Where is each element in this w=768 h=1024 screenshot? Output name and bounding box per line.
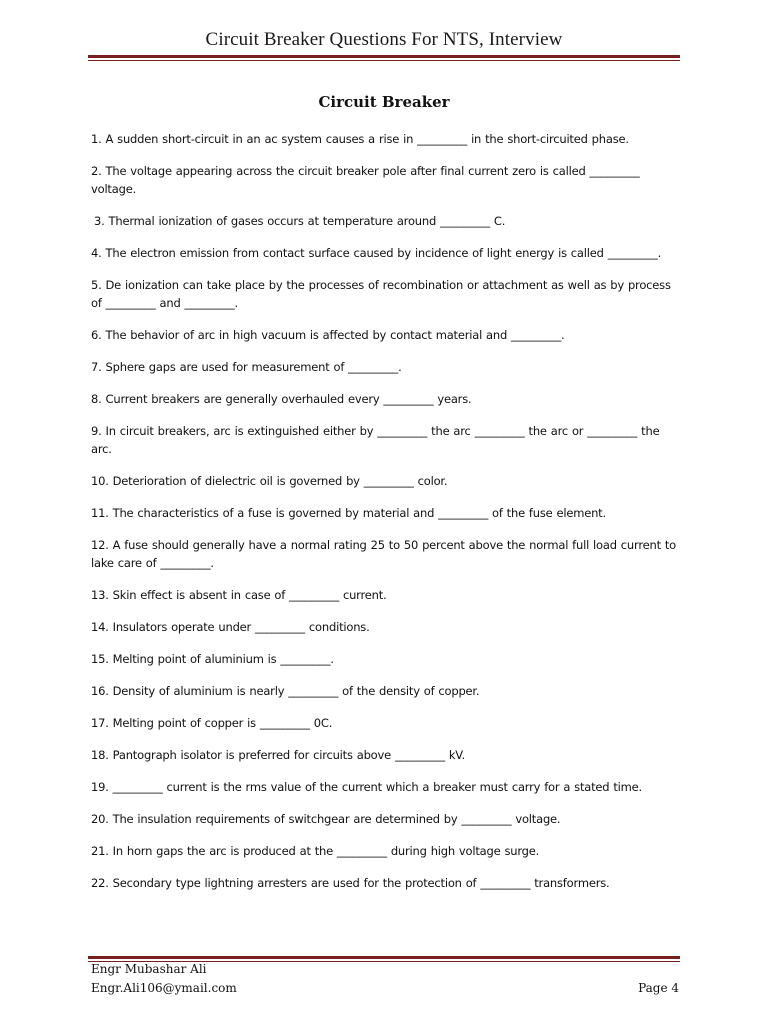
footer-email: Engr.Ali106@ymail.com bbox=[91, 981, 237, 995]
question-item: 5. De ionization can take place by the processes of recombination or attachment as well as by process of _________ and _________. bbox=[91, 278, 671, 310]
question-item: 14. Insulators operate under _________ conditions. bbox=[91, 620, 370, 634]
header-divider bbox=[88, 55, 680, 58]
question-item: 4. The electron emission from contact surface caused by incidence of light energy is called _________. bbox=[91, 246, 662, 260]
footer-divider bbox=[88, 956, 680, 959]
question-item: 3. Thermal ionization of gases occurs at temperature around _________ C. bbox=[94, 214, 506, 228]
question-item: 9. In circuit breakers, arc is extinguished either by _________ the arc _________ the arc or _________ the arc. bbox=[91, 424, 660, 456]
question-item: 1. A sudden short-circuit in an ac system causes a rise in _________ in the short-circuited phase. bbox=[91, 132, 629, 146]
page-number: Page 4 bbox=[638, 981, 679, 995]
question-item: 17. Melting point of copper is _________ 0C. bbox=[91, 716, 333, 730]
header-divider-thin bbox=[88, 60, 680, 61]
question-item: 13. Skin effect is absent in case of _________ current. bbox=[91, 588, 387, 602]
question-item: 15. Melting point of aluminium is _________. bbox=[91, 652, 334, 666]
page-header-title: Circuit Breaker Questions For NTS, Interview bbox=[205, 29, 563, 50]
question-item: 11. The characteristics of a fuse is governed by material and _________ of the fuse element. bbox=[91, 506, 606, 520]
question-item: 10. Deterioration of dielectric oil is governed by _________ color. bbox=[91, 474, 448, 488]
question-list bbox=[91, 130, 679, 906]
question-item: 21. In horn gaps the arc is produced at the _________ during high voltage surge. bbox=[91, 844, 540, 858]
question-item: 20. The insulation requirements of switchgear are determined by _________ voltage. bbox=[91, 812, 561, 826]
question-item: 12. A fuse should generally have a normal rating 25 to 50 percent above the normal full load current to lake care of _________. bbox=[91, 538, 676, 570]
question-item: 18. Pantograph isolator is preferred for circuits above _________ kV. bbox=[91, 748, 465, 762]
section-title: Circuit Breaker bbox=[318, 93, 450, 111]
question-item: 22. Secondary type lightning arresters are used for the protection of _________ transformers. bbox=[91, 876, 610, 890]
footer-author: Engr Mubashar Ali bbox=[91, 962, 207, 976]
question-item: 16. Density of aluminium is nearly _________ of the density of copper. bbox=[91, 684, 480, 698]
question-item: 8. Current breakers are generally overhauled every _________ years. bbox=[91, 392, 472, 406]
question-item: 2. The voltage appearing across the circuit breaker pole after final current zero is called _________ voltage. bbox=[91, 164, 640, 196]
question-item: 7. Sphere gaps are used for measurement of _________. bbox=[91, 360, 402, 374]
question-item: 19. _________ current is the rms value of the current which a breaker must carry for a stated time. bbox=[91, 780, 643, 794]
question-item: 6. The behavior of arc in high vacuum is affected by contact material and _________. bbox=[91, 328, 565, 342]
